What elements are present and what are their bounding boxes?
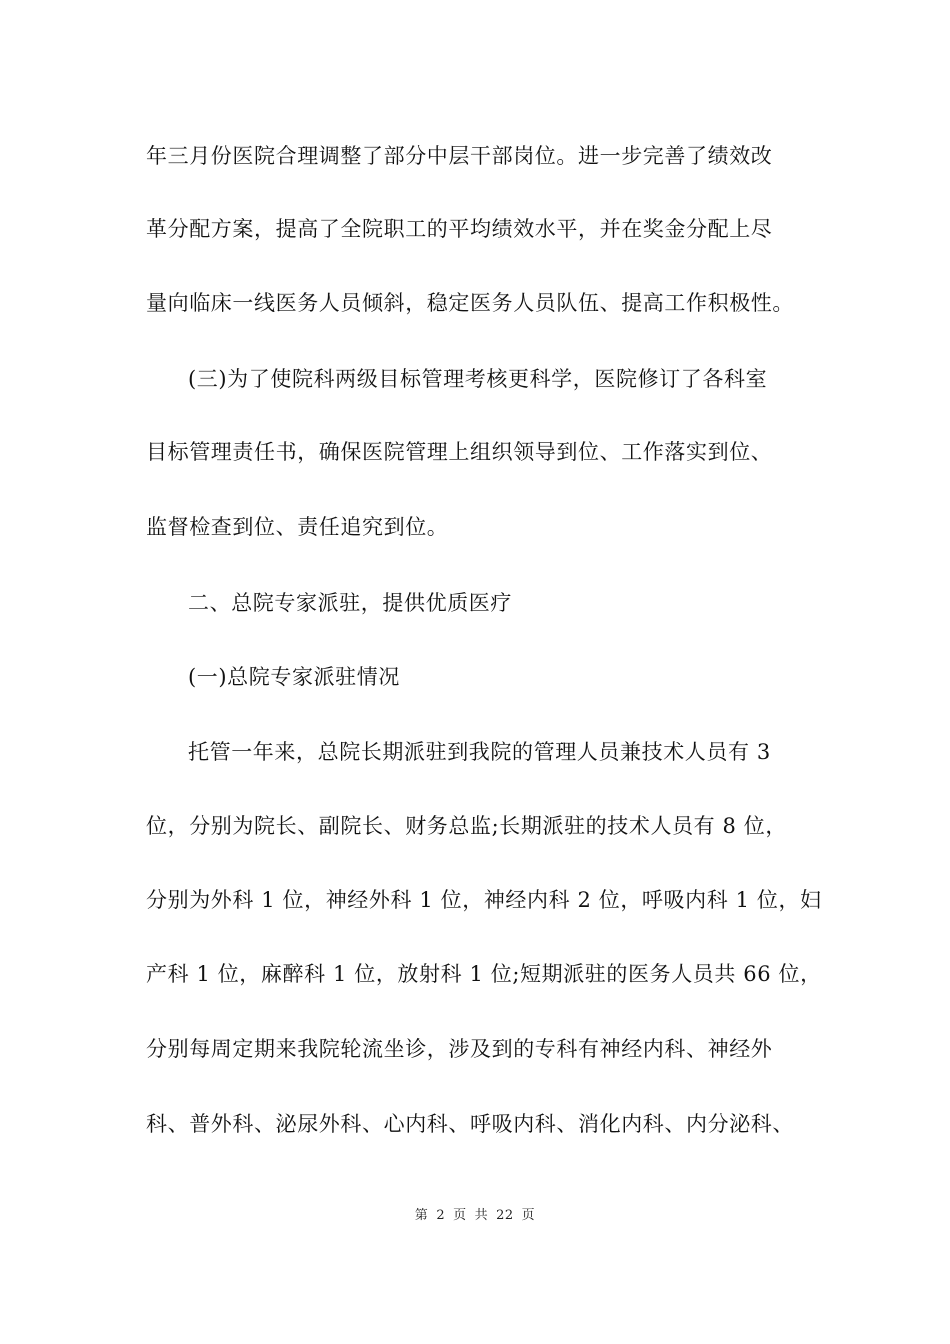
subsection-heading: (一)总院专家派驻情况 [188, 665, 400, 689]
paragraph-line: 分别每周定期来我院轮流坐诊，涉及到的专科有神经内科、神经外 [146, 1037, 773, 1061]
paragraph-line: 位，分别为院长、副院长、财务总监;长期派驻的技术人员有 8 位， [146, 814, 787, 838]
paragraph-line: 监督检查到位、责任追究到位。 [146, 515, 449, 539]
section-heading: 二、总院专家派驻，提供优质医疗 [188, 591, 512, 615]
footer-suffix: 页 [521, 1208, 536, 1223]
paragraph-line: 年三月份医院合理调整了部分中层干部岗位。进一步完善了绩效改 [146, 144, 773, 168]
footer-total-word: 共 [474, 1208, 489, 1223]
paragraph-line: (三)为了使院科两级目标管理考核更科学，医院修订了各科室 [188, 367, 768, 391]
page-footer [0, 1207, 950, 1225]
footer-current-page: 2 [436, 1208, 446, 1223]
paragraph-line: 托管一年来，总院长期派驻到我院的管理人员兼技术人员有 3 [188, 740, 771, 764]
paragraph-line: 革分配方案，提高了全院职工的平均绩效水平，并在奖金分配上尽 [146, 217, 773, 241]
paragraph-line: 产科 1 位，麻醉科 1 位，放射科 1 位;短期派驻的医务人员共 66 位， [146, 962, 822, 986]
footer-page-word: 页 [453, 1208, 467, 1223]
paragraph-line: 量向临床一线医务人员倾斜，稳定医务人员队伍、提高工作积极性。 [146, 291, 794, 315]
paragraph-line: 分别为外科 1 位，神经外科 1 位，神经内科 2 位，呼吸内科 1 位，妇 [146, 888, 822, 912]
paragraph-line: 科、普外科、泌尿外科、心内科、呼吸内科、消化内科、内分泌科、 [146, 1112, 794, 1136]
footer-prefix: 第 [414, 1208, 429, 1223]
footer-total-pages: 22 [496, 1208, 514, 1223]
paragraph-line: 目标管理责任书，确保医院管理上组织领导到位、工作落实到位、 [146, 440, 773, 464]
